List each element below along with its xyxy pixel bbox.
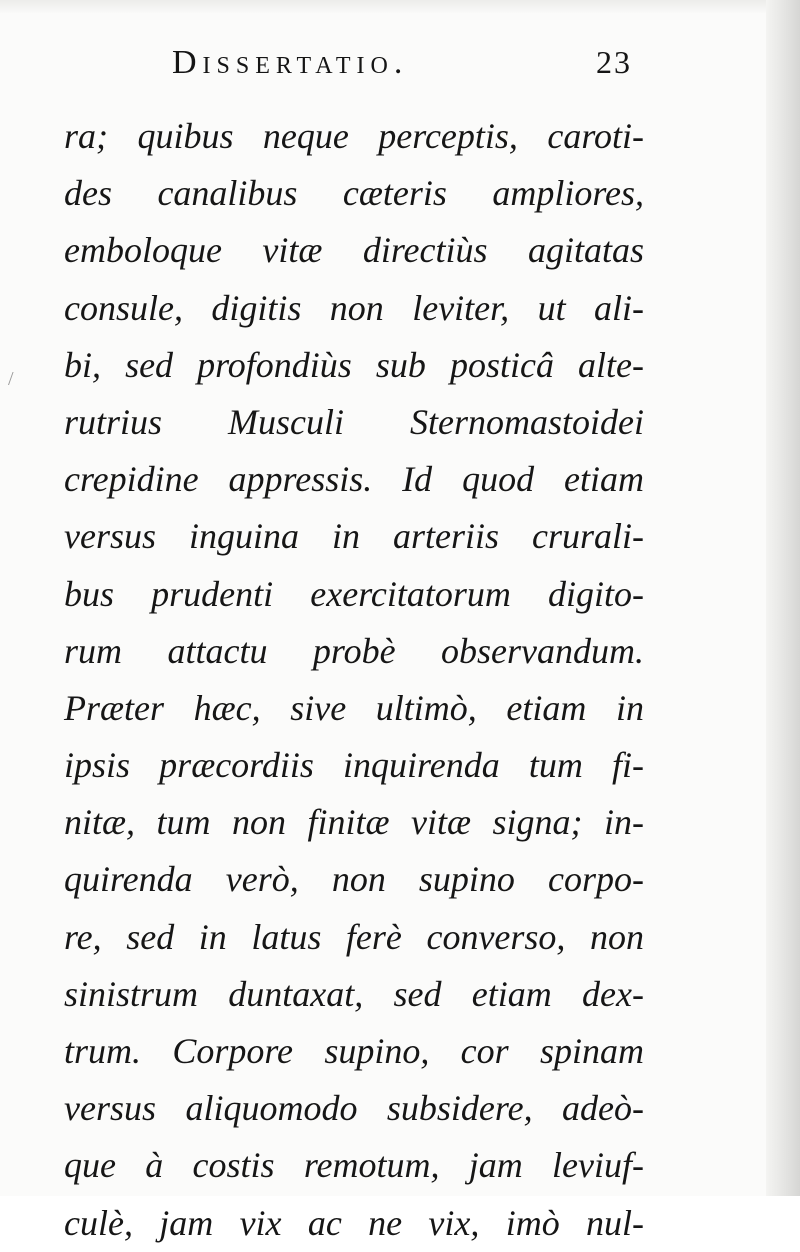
text-line: quirenda verò, non supino corpo- <box>64 859 644 900</box>
text-line: ipsis præcordiis inquirenda tum fi- <box>64 745 644 786</box>
text-line: emboloque vitæ directiùs agitatas <box>64 230 644 271</box>
text-line: Præter hæc, sive ultimò, etiam in <box>64 687 644 728</box>
running-title: Dissertatio. <box>172 44 409 81</box>
text-line: versus aliquomodo subsidere, adeò- <box>64 1088 644 1129</box>
text-line: que à costis remotum, jam leviuf- <box>64 1145 644 1186</box>
text-line: sinistrum duntaxat, sed etiam dex- <box>64 973 644 1014</box>
body-text <box>64 108 644 1252</box>
text-line: des canalibus cæteris ampliores, <box>64 173 644 214</box>
text-line: ra; quibus neque perceptis, caroti- <box>64 116 644 156</box>
margin-mark: / <box>8 368 14 390</box>
text-line: bus prudenti exercitatorum digito- <box>64 573 644 614</box>
page-number: 23 <box>596 44 632 80</box>
running-header <box>172 40 632 100</box>
text-line: rum attactu probè observandum. <box>64 630 644 671</box>
text-line: crepidine appressis. Id quod etiam <box>64 459 644 500</box>
text-line: trum. Corpore supino, cor spinam <box>64 1031 644 1071</box>
scan-edge-shadow <box>766 0 800 1196</box>
scan-top-shadow <box>0 0 800 14</box>
text-line: rutrius Musculi Sternomastoidei <box>64 401 644 442</box>
text-line: bi, sed profondiùs sub posticâ alte- <box>64 344 644 385</box>
text-line: nitæ, tum non finitæ vitæ signa; in- <box>64 802 644 843</box>
text-line: versus inguina in arteriis crurali- <box>64 516 644 557</box>
text-line: culè, jam vix ac ne vix, imò nul- <box>64 1202 644 1243</box>
text-line: re, sed in latus ferè converso, non <box>64 916 644 957</box>
text-line: consule, digitis non leviter, ut ali- <box>64 287 644 328</box>
